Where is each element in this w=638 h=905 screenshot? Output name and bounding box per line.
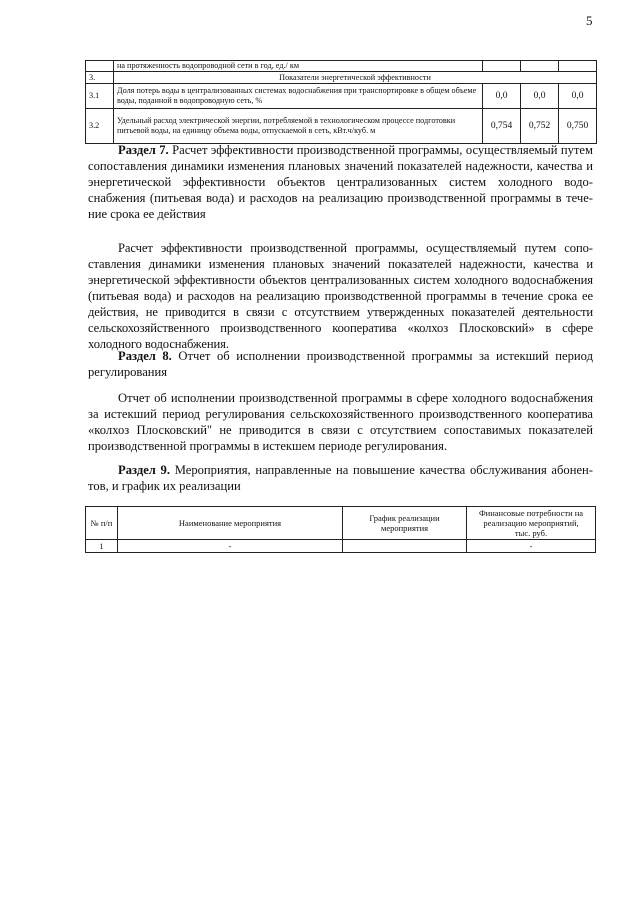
section-8-heading [88, 348, 593, 380]
table-cell: 1 [86, 540, 118, 553]
section-label: Раздел 7. [118, 143, 169, 157]
row-description: Удельный расход электрической энергии, потребляемой в технологическом процессе подготовки питьевой воды, на единицу объема воды, отпускаемой в сеть, кВт.ч/куб. м [114, 109, 483, 144]
value-cell [483, 61, 521, 72]
section-8-body: Отчет об исполнении производственной программы в сфере холодного водоснабжения за истекший период регулирования сельскохозяйственного производственного кооператива «колхоз Плосковский" не приводится в связи с отсутствием сопоставимых показателей производственной программы в истекшем периоде регулирования. [88, 391, 593, 453]
value-cell [559, 61, 597, 72]
table-row [86, 84, 597, 109]
column-header: № п/п [86, 507, 118, 540]
column-header: График реализации мероприятия [343, 507, 467, 540]
row-number: 3.1 [86, 84, 114, 109]
page-number: 5 [586, 13, 593, 28]
row-description: Доля потерь воды в централизованных системах водоснабжения при транспортировке в общем объеме воды, поданной в водопроводную сеть, % [114, 84, 483, 109]
measures-table [85, 506, 596, 553]
section-label: Раздел 9. [118, 463, 170, 477]
table-row [86, 61, 597, 72]
row-description: на протяженность водопроводной сети в год, ед./ км [114, 61, 483, 72]
value-cell: 0,0 [521, 84, 559, 109]
section-heading-text: Расчет эффективности производственной программы, осуществляемый путем сопоставления динамики изменения плановых значений показателей надежности, качества и энергетической эффективности объектов централизованных систем холодного водоснабжения (питьевая вода) и расходов на реализацию производственной программы в течение срока ее действия [88, 143, 593, 221]
value-cell: 0,750 [559, 109, 597, 144]
value-cell: 0,0 [559, 84, 597, 109]
table-header-row [86, 507, 596, 540]
column-header: Наименование мероприятия [118, 507, 343, 540]
value-cell: 0,752 [521, 109, 559, 144]
section-9-heading [88, 462, 593, 494]
row-number [86, 61, 114, 72]
section-title: Показатели энергетической эффективности [114, 72, 597, 84]
section-heading-text: Мероприятия, направленные на повышение качества обслуживания абонентов, и график их реализации [88, 463, 593, 493]
row-number: 3.2 [86, 109, 114, 144]
table-cell [343, 540, 467, 553]
table-cell: - [467, 540, 596, 553]
section-7-body: Расчет эффективности производственной программы, осуществляемый путем сопоставления динамики изменения плановых значений показателей надежности, качества и энергетической эффективности объектов централизованных систем холодного водоснабжения (питьевая вода) и расходов на реализацию производственной программы в течение срока ее действия, не приводится в связи с отсутствием утвержденных показателей деятельности сельскохозяйственного производственного кооператива «колхоз Плосковский» в сфере холодного водоснабжения. [88, 241, 593, 351]
indicators-table [85, 60, 597, 144]
section-label: Раздел 8. [118, 349, 172, 363]
section-row [86, 72, 597, 84]
value-cell: 0,0 [483, 84, 521, 109]
section-heading-text: Отчет об исполнении производственной программы за истекший период регулирования [88, 349, 593, 379]
table-row [86, 109, 597, 144]
section-7-heading [88, 142, 593, 222]
section-number: 3. [86, 72, 114, 84]
value-cell: 0,754 [483, 109, 521, 144]
table-cell: - [118, 540, 343, 553]
table-row [86, 540, 596, 553]
column-header: Финансовые потребности на реализацию мероприятий, тыс. руб. [467, 507, 596, 540]
value-cell [521, 61, 559, 72]
